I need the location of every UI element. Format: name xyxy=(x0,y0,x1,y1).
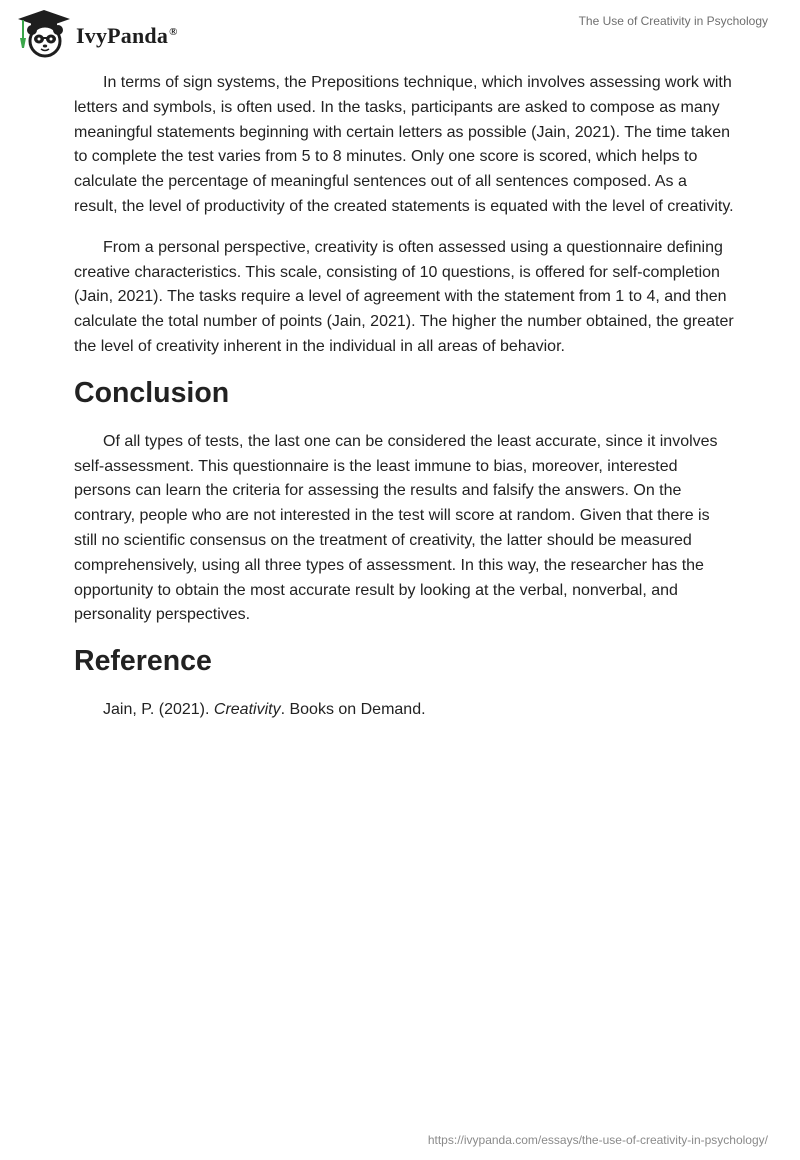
running-title: The Use of Creativity in Psychology xyxy=(578,14,768,28)
reference-author-year: Jain, P. (2021). xyxy=(103,701,214,719)
reference-heading: Reference xyxy=(74,645,212,678)
brand-name: IvyPanda® xyxy=(76,23,178,48)
registered-mark: ® xyxy=(169,25,178,38)
reference-entry xyxy=(74,698,734,723)
essay-content xyxy=(74,71,734,723)
paragraph-sign-systems: In terms of sign systems, the Prepositions technique, which involves assessing work with letters and symbols, is often used. In the tasks, participants are asked to compose as many meaningful statements beginning with certain letters as possible (Jain, 2021). The time taken to complete the test varies from 5 to 8 minutes. Only one score is scored, which helps to calculate the percentage of meaningful sentences out of all sentences composed. As a result, the level of productivity of the created statements is equated with the level of creativity. xyxy=(74,74,734,215)
footer-url-link[interactable]: https://ivypanda.com/essays/the-use-of-creativity-in-psychology/ xyxy=(427,1133,768,1147)
conclusion-heading: Conclusion xyxy=(74,376,230,409)
page-header xyxy=(0,0,800,70)
ivypanda-logo[interactable] xyxy=(14,8,178,60)
paragraph-conclusion: Of all types of tests, the last one can be considered the least accurate, since it involves self-assessment. This questionnaire is the least immune to bias, moreover, interested persons can learn the criteria for assessing the results and falsify the answers. On the contrary, people who are not interested in the test will score at random. Given that there is still no scientific consensus on the treatment of creativity, the latter should be measured comprehensively, using all three types of assessment. In this way, the researcher has the opportunity to obtain the most accurate result by looking at the verbal, nonverbal, and personality perspectives. xyxy=(74,432,718,624)
panda-graduate-icon xyxy=(14,8,74,60)
reference-title: Creativity xyxy=(213,701,281,719)
reference-publisher: . Books on Demand. xyxy=(280,701,426,719)
paragraph-personal-perspective: From a personal perspective, creativity is often assessed using a questionnaire defining creative characteristics. This scale, consisting of 10 questions, is offered for self-completion (Jain, 2021). The tasks require a level of agreement with the statement from 1 to 4, and then calculate the total number of points (Jain, 2021). The higher the number obtained, the greater the level of creativity inherent in the individual in all areas of behavior. xyxy=(74,238,734,355)
